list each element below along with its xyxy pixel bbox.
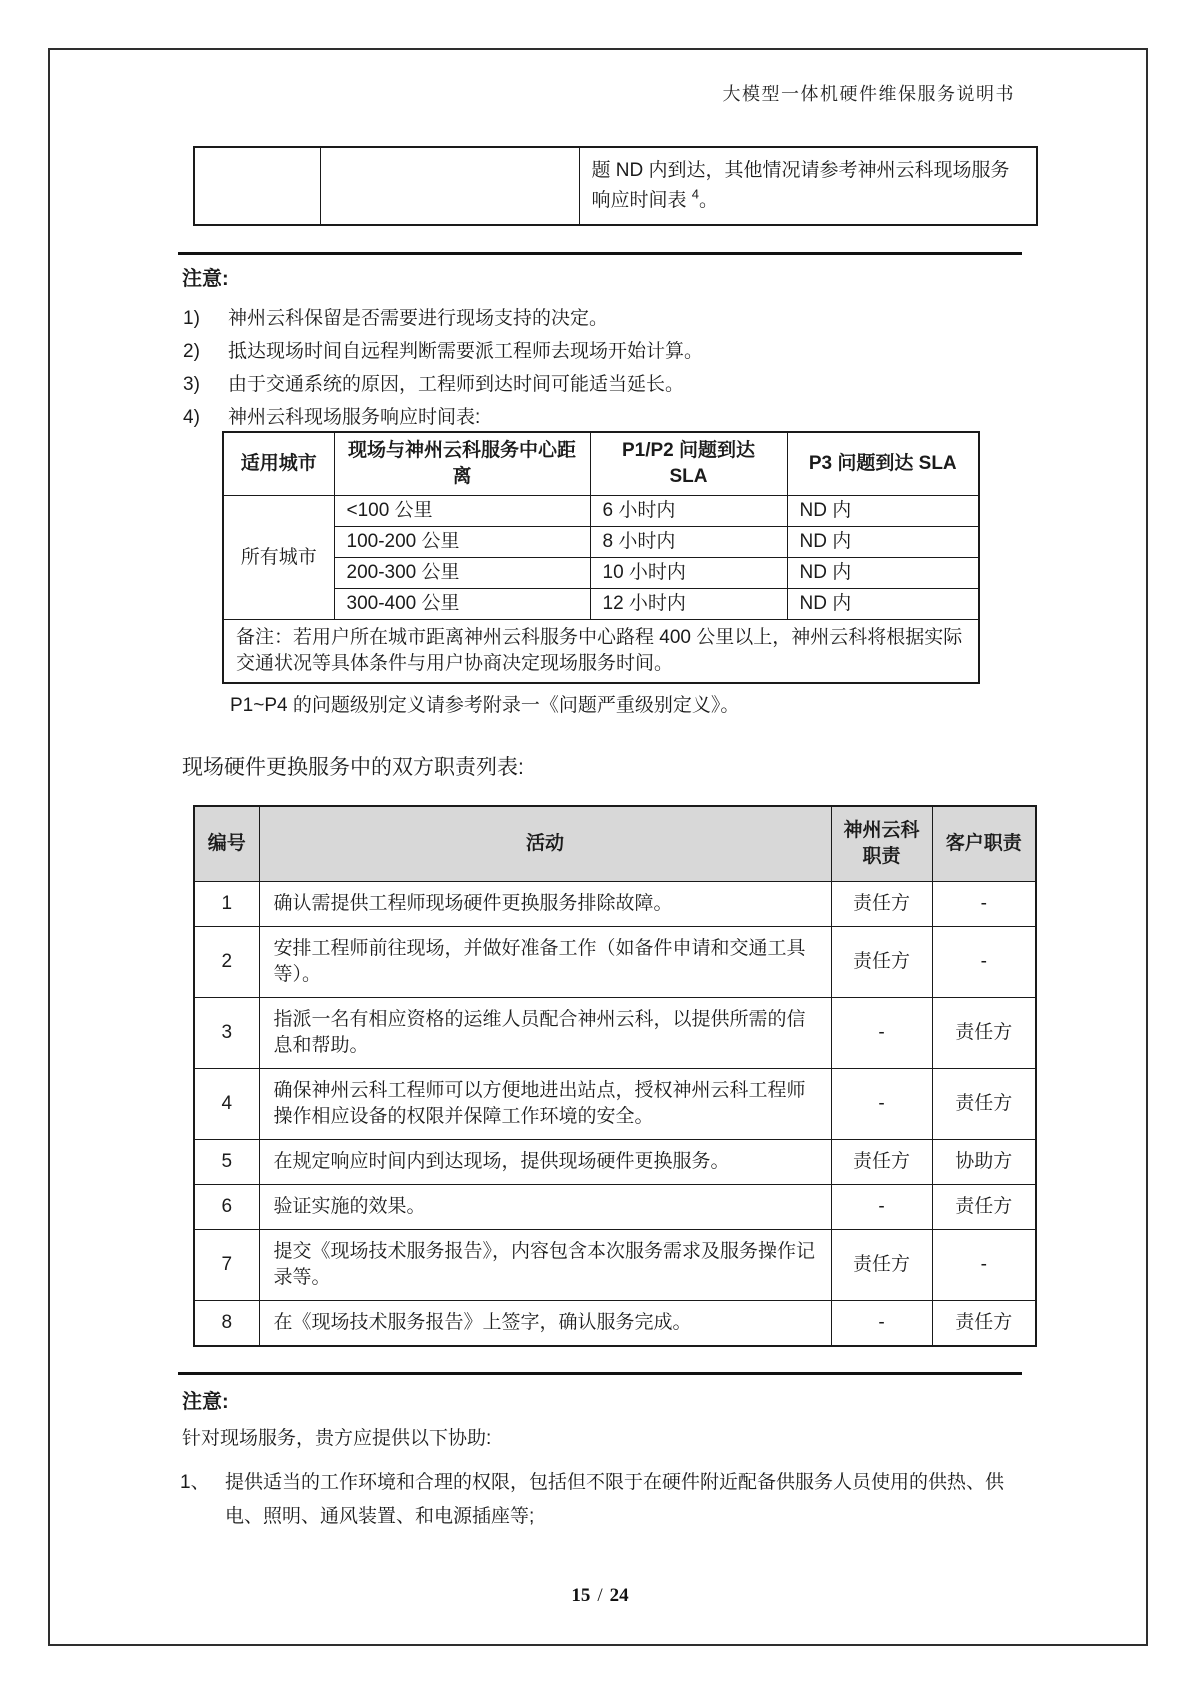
table-header-row — [194, 806, 1036, 882]
distance-cell: 300-400 公里 — [334, 589, 590, 620]
p12-sla-cell: 8 小时内 — [590, 527, 787, 558]
customer-role-cell: 责任方 — [932, 1301, 1036, 1347]
table-row — [194, 927, 1036, 998]
p12-sla-cell: 6 小时内 — [590, 496, 787, 527]
top-fragment-table — [193, 146, 1038, 226]
vendor-role-cell: 责任方 — [831, 1230, 932, 1301]
remark-cell: 备注：若用户所在城市距离神州云科服务中心路程 400 公里以上，神州云科将根据实际交通状况等具体条件与用户协商决定现场服务时间。 — [223, 620, 979, 684]
list-item-number: 2) — [183, 341, 200, 362]
notes-label: 注意: — [182, 1391, 229, 1413]
customer-role-cell: 责任方 — [932, 1185, 1036, 1230]
customer-role-cell: 责任方 — [932, 998, 1036, 1069]
sla-response-table — [222, 431, 980, 684]
responsibilities-intro: 现场硬件更换服务中的双方职责列表: — [182, 756, 524, 779]
column-header-customer: 客户职责 — [932, 806, 1036, 882]
vendor-role-cell: 责任方 — [831, 1140, 932, 1185]
current-page-number: 15 — [571, 1585, 591, 1606]
activity-cell: 确认需提供工程师现场硬件更换服务排除故障。 — [259, 882, 831, 927]
table-cell-empty — [194, 147, 320, 225]
doc-header-title: 大模型一体机硬件维保服务说明书 — [722, 84, 1015, 104]
total-page-number: 24 — [609, 1585, 629, 1606]
list-item-text: 神州云科现场服务响应时间表: — [228, 407, 481, 428]
table-cell-continuation — [579, 147, 1037, 225]
continuation-text: 题 ND 内到达，其他情况请参考神州云科现场服务响应时间表 — [591, 160, 1010, 211]
table-row — [194, 147, 1037, 225]
vendor-role-cell: - — [831, 1185, 932, 1230]
notes-label: 注意: — [182, 268, 229, 290]
customer-role-cell: - — [932, 1230, 1036, 1301]
section-divider-line — [178, 1372, 1022, 1375]
table-remark-row — [223, 620, 979, 684]
activity-cell: 安排工程师前往现场，并做好准备工作（如备件申请和交通工具等）。 — [259, 927, 831, 998]
page-footer — [0, 1585, 1200, 1607]
activity-cell: 提交《现场技术服务报告》，内容包含本次服务需求及服务操作记录等。 — [259, 1230, 831, 1301]
activity-cell: 指派一名有相应资格的运维人员配合神州云科，以提供所需的信息和帮助。 — [259, 998, 831, 1069]
list-item-number: 3) — [183, 374, 200, 395]
responsibilities-table — [193, 805, 1037, 1347]
city-merged-cell: 所有城市 — [223, 496, 334, 620]
table-row — [194, 1069, 1036, 1140]
p3-sla-cell: ND 内 — [787, 527, 979, 558]
table-row — [223, 589, 979, 620]
customer-role-cell: 协助方 — [932, 1140, 1036, 1185]
p3-sla-cell: ND 内 — [787, 558, 979, 589]
vendor-role-cell: - — [831, 998, 932, 1069]
onsite-notes-list — [183, 308, 1043, 440]
row-id-cell: 7 — [194, 1230, 259, 1301]
list-item — [180, 1466, 1040, 1534]
activity-cell: 在《现场技术服务报告》上签字，确认服务完成。 — [259, 1301, 831, 1347]
list-item — [183, 374, 1043, 395]
list-item-text: 由于交通系统的原因，工程师到达时间可能适当延长。 — [228, 374, 685, 395]
vendor-role-cell: - — [831, 1069, 932, 1140]
row-id-cell: 8 — [194, 1301, 259, 1347]
row-id-cell: 2 — [194, 927, 259, 998]
column-header-p12 — [590, 432, 787, 496]
list-item-number: 4) — [183, 407, 200, 428]
row-id-cell: 4 — [194, 1069, 259, 1140]
assist-intro-text: 针对现场服务，贵方应提供以下协助: — [182, 1428, 492, 1449]
footnote-superscript: 4 — [691, 186, 700, 202]
p12-sla-cell: 10 小时内 — [590, 558, 787, 589]
table-row — [194, 1185, 1036, 1230]
section-divider-line — [178, 252, 1022, 255]
activity-cell: 确保神州云科工程师可以方便地进出站点，授权神州云科工程师操作相应设备的权限并保障工作环境的安全。 — [259, 1069, 831, 1140]
page-separator: / — [597, 1585, 603, 1606]
activity-cell: 在规定响应时间内到达现场，提供现场硬件更换服务。 — [259, 1140, 831, 1185]
table-row — [194, 882, 1036, 927]
table-row — [223, 527, 979, 558]
list-item-text: 提供适当的工作环境和合理的权限，包括但不限于在硬件附近配备供服务人员使用的供热、供电、照明、通风装置、和电源插座等; — [225, 1472, 1005, 1527]
p3-sla-cell: ND 内 — [787, 496, 979, 527]
row-id-cell: 3 — [194, 998, 259, 1069]
list-item-number: 1) — [183, 308, 200, 329]
distance-cell: 200-300 公里 — [334, 558, 590, 589]
list-item — [183, 308, 1043, 329]
vendor-role-cell: 责任方 — [831, 882, 932, 927]
activity-cell: 验证实施的效果。 — [259, 1185, 831, 1230]
row-id-cell: 1 — [194, 882, 259, 927]
row-id-cell: 6 — [194, 1185, 259, 1230]
list-item — [183, 341, 1043, 362]
table-header-row — [223, 432, 979, 496]
row-id-cell: 5 — [194, 1140, 259, 1185]
column-header-city: 适用城市 — [223, 432, 334, 496]
list-item-text: 神州云科保留是否需要进行现场支持的决定。 — [228, 308, 609, 329]
list-item — [183, 407, 1043, 428]
p12-sla-cell: 12 小时内 — [590, 589, 787, 620]
table-row — [194, 998, 1036, 1069]
p3-sla-cell: ND 内 — [787, 589, 979, 620]
customer-role-cell: - — [932, 927, 1036, 998]
table-row — [194, 1230, 1036, 1301]
list-item-number: 1、 — [180, 1472, 210, 1493]
customer-role-cell: 责任方 — [932, 1069, 1036, 1140]
table-row — [223, 496, 979, 527]
column-header-vendor: 神州云科职责 — [831, 806, 932, 882]
column-header-distance: 现场与神州云科服务中心距离 — [334, 432, 590, 496]
distance-cell: <100 公里 — [334, 496, 590, 527]
column-header-p3: P3 问题到达 SLA — [787, 432, 979, 496]
p-levels-note: P1~P4 的问题级别定义请参考附录一《问题严重级别定义》。 — [230, 695, 740, 716]
table-row — [194, 1301, 1036, 1347]
column-header-id: 编号 — [194, 806, 259, 882]
table-row — [223, 558, 979, 589]
column-header-p12-text: P1/P2 问题到达 SLA — [621, 440, 756, 487]
assist-list — [180, 1466, 1040, 1546]
continuation-period: 。 — [699, 190, 719, 211]
distance-cell: 100-200 公里 — [334, 527, 590, 558]
customer-role-cell: - — [932, 882, 1036, 927]
column-header-activity: 活动 — [259, 806, 831, 882]
table-row — [194, 1140, 1036, 1185]
list-item-text: 抵达现场时间自远程判断需要派工程师去现场开始计算。 — [228, 341, 704, 362]
table-cell-empty — [320, 147, 579, 225]
vendor-role-cell: - — [831, 1301, 932, 1347]
vendor-role-cell: 责任方 — [831, 927, 932, 998]
